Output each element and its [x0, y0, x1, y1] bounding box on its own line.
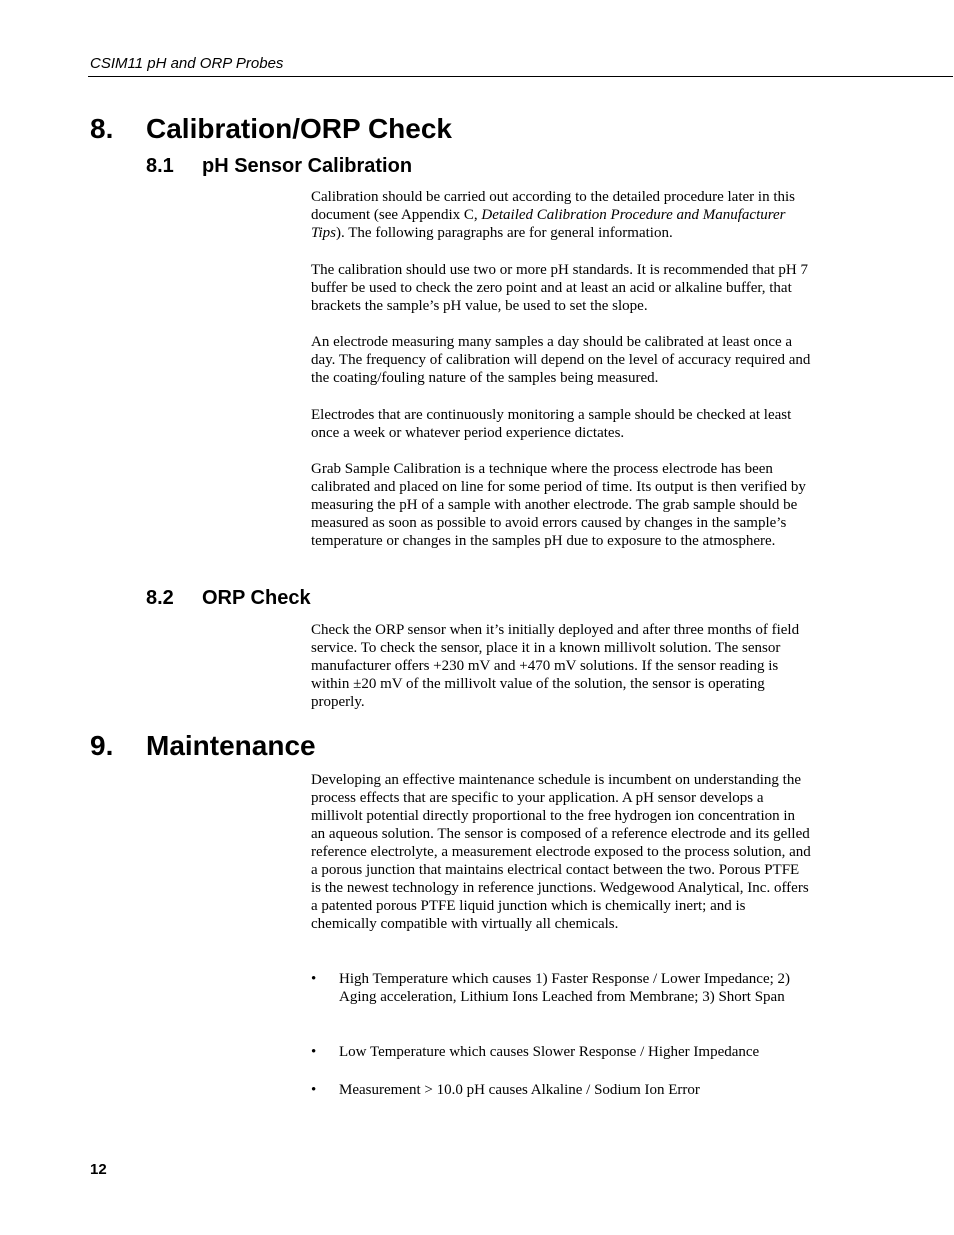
- appendix-reference: Detailed Calibration Procedure and Manufacturer Tips: [311, 207, 786, 241]
- section-8-heading: [90, 113, 452, 145]
- section-8-2-heading: [146, 586, 311, 610]
- bullet-icon: •: [311, 1082, 317, 1098]
- section-9-heading: [90, 730, 316, 762]
- list-item: [311, 1081, 811, 1099]
- paragraph-text: ). The following paragraphs are for general information.: [336, 225, 673, 241]
- paragraph-maintenance: Developing an effective maintenance schedule is incumbent on understanding the process effects that are specific to your application. A pH sensor develops a millivolt potential directly proportional to the free hydrogen ion concentration in an aqueous solution. The sensor is composed of a reference electrode and its gelled reference electrolyte, a measurement electrode exposed to the process solution, and a porous junction that maintains electrical contact between the two. Porous PTFE is the newest technology in reference junctions. Wedgewood Analytical, Inc. offers a patented porous PTFE liquid junction which is chemically inert; and is chemically compatible with virtually all chemicals.: [311, 772, 811, 932]
- section-9-number: 9.: [90, 730, 114, 761]
- list-item-text: Low Temperature which causes Slower Response / Higher Impedance: [339, 1044, 760, 1060]
- paragraph-orp-check: Check the ORP sensor when it’s initially deployed and after three months of field service. To check the sensor, place it in a known millivolt solution. The sensor manufacturer offers +230 mV and +470 mV solutions. If the sensor reading is within ±20 mV of the millivolt value of the solution, the sensor is operating properly.: [311, 622, 800, 710]
- section-8-1-heading: [146, 154, 412, 178]
- section-8-1-number: 8.1: [146, 155, 174, 177]
- list-item: [311, 1043, 811, 1061]
- list-item: [311, 970, 811, 1006]
- page-number: 12: [90, 1161, 107, 1178]
- paragraph-continuous-monitoring: Electrodes that are continuously monitoring a sample should be checked at least once a week or whatever period experience dictates.: [311, 407, 792, 441]
- bullet-icon: •: [311, 971, 317, 987]
- section-8-number: 8.: [90, 113, 114, 144]
- section-8-1-title: pH Sensor Calibration: [202, 155, 413, 177]
- header-rule: [88, 76, 953, 77]
- paragraph-grab-sample: Grab Sample Calibration is a technique where the process electrode has been calibrated and placed on line for some period of time. Its output is then verified by measuring the pH of a sample with another electrode. The grab sample should be measured as soon as possible to avoid errors caused by changes in the sample’s temperature or changes in the samples pH due to exposure to the atmosphere.: [311, 461, 806, 549]
- section-8-2-number: 8.2: [146, 587, 174, 609]
- section-8-title: Calibration/ORP Check: [146, 113, 453, 144]
- bullet-icon: •: [311, 1044, 317, 1060]
- paragraph-calibration-intro: [311, 188, 811, 242]
- paragraph-text: Calibration should be carried out according to the detailed procedure later in this document (see Appendix C,: [311, 189, 795, 223]
- section-9-title: Maintenance: [146, 730, 316, 761]
- section-8-2-title: ORP Check: [202, 587, 311, 609]
- paragraph-calibration-frequency: An electrode measuring many samples a day should be calibrated at least once a day. The frequency of calibration will depend on the level of accuracy required and the coating/fouling nature of the samples being measured.: [311, 334, 811, 386]
- list-item-text: High Temperature which causes 1) Faster Response / Lower Impedance; 2) Aging acceleration, Lithium Ions Leached from Membrane; 3) Short Span: [339, 971, 791, 1005]
- running-header: CSIM11 pH and ORP Probes: [90, 55, 284, 72]
- paragraph-calibration-standards: The calibration should use two or more pH standards. It is recommended that pH 7 buffer be used to check the zero point and at least an acid or alkaline buffer, that brackets the sample’s pH value, be used to set the slope.: [311, 262, 808, 314]
- list-item-text: Measurement > 10.0 pH causes Alkaline / Sodium Ion Error: [339, 1082, 700, 1098]
